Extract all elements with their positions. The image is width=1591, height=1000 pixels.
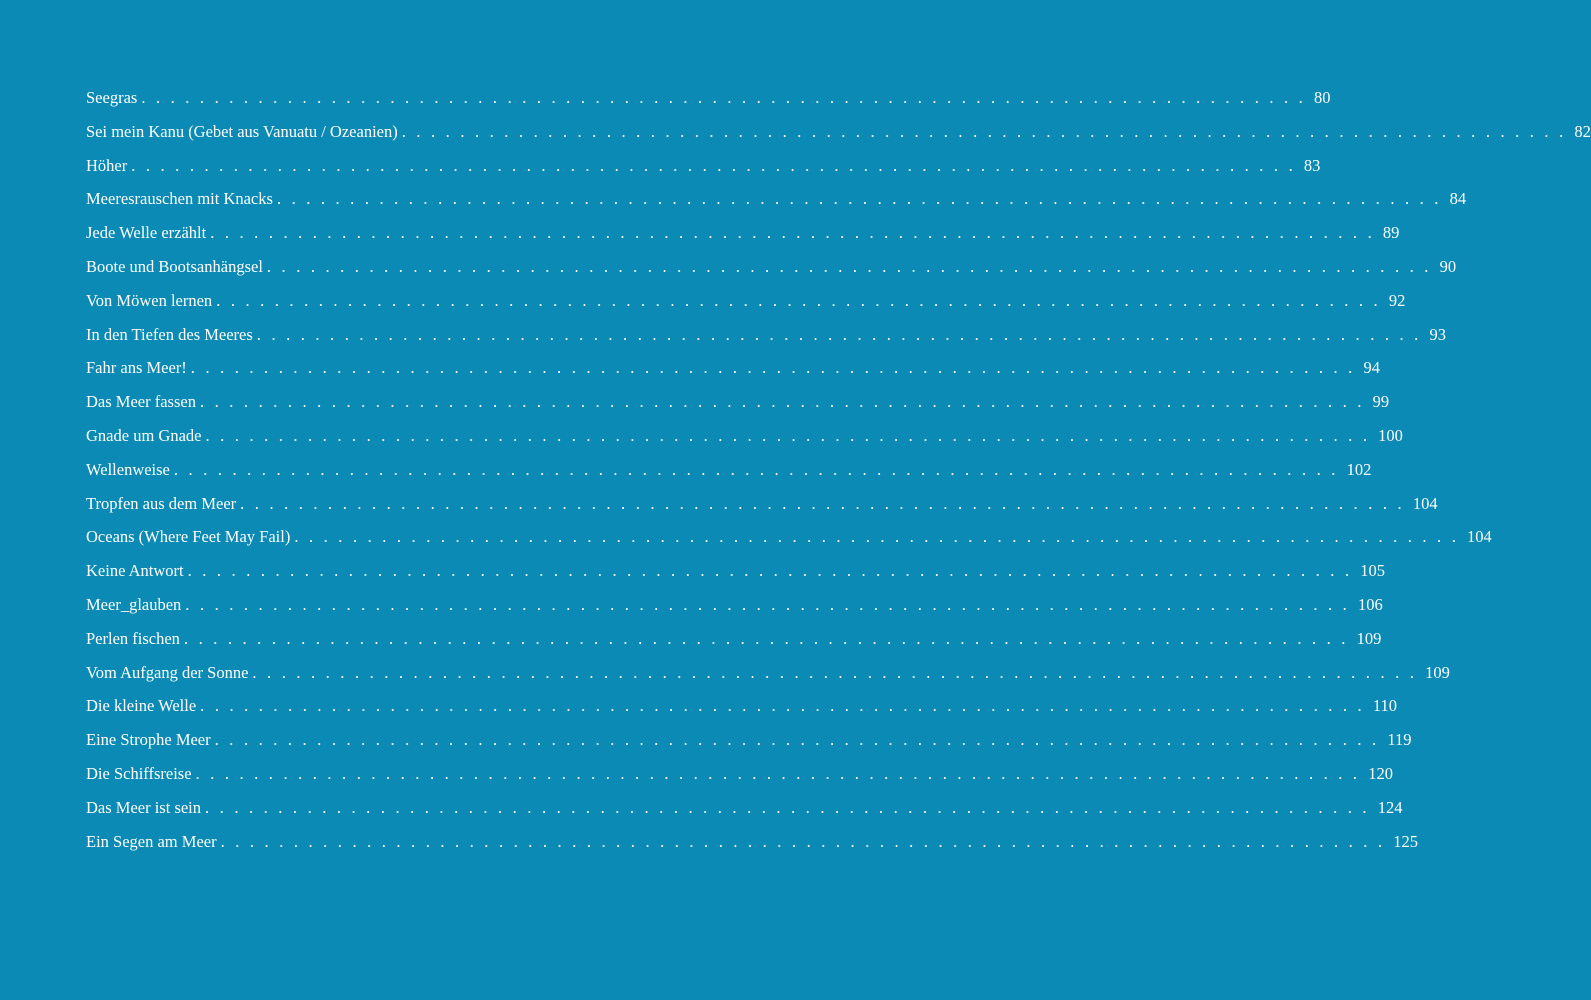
toc-entry: [86, 284, 1406, 318]
toc-entry-page-number: 92: [1388, 290, 1406, 310]
toc-entry: [86, 656, 1450, 690]
toc-entry-title: Oceans (Where Feet May Fail): [86, 527, 291, 547]
toc-entry-page-number: 94: [1363, 358, 1380, 378]
toc-entry-title: Keine Antwort: [86, 561, 184, 581]
dot-leader: . . . . . . . . . . . . . . . . . . . . . . . . . . . . . . . . . . . . . . . . . . . . . . . . . . . . . . . . . . . . . . . . . . . . . . . . . . . . . . . .: [266, 256, 1432, 276]
toc-entry: [86, 453, 1372, 487]
dot-leader: . . . . . . . . . . . . . . . . . . . . . . . . . . . . . . . . . . . . . . . . . . . . . . . . . . . . . . . . . . . . . . . . . . . . . . . . . . . . . . . .: [141, 88, 1307, 107]
toc-entry: [86, 351, 1380, 385]
dot-leader: . . . . . . . . . . . . . . . . . . . . . . . . . . . . . . . . . . . . . . . . . . . . . . . . . . . . . . . . . . . . . . . . . . . . . . . . . . . . . . . .: [216, 290, 1381, 310]
toc-entry: [86, 757, 1393, 791]
toc-entry: [86, 216, 1400, 250]
toc-entry-page-number: 100: [1378, 425, 1403, 445]
toc-entry: [86, 554, 1386, 588]
toc-entry-page-number: 83: [1303, 155, 1321, 175]
toc-entry-page-number: 109: [1425, 662, 1450, 682]
toc-entry-page-number: 106: [1357, 594, 1383, 614]
dot-leader: . . . . . . . . . . . . . . . . . . . . . . . . . . . . . . . . . . . . . . . . . . . . . . . . . . . . . . . . . . . . . . . . . . . . . . . . . . . . . . . .: [200, 696, 1365, 716]
toc-entry-page-number: 120: [1368, 763, 1393, 783]
dot-leader: . . . . . . . . . . . . . . . . . . . . . . . . . . . . . . . . . . . . . . . . . . . . . . . . . . . . . . . . . . . . . . . . . . . . . . . . . . . . . . . .: [187, 561, 1353, 581]
toc-entry-title: Tropfen aus dem Meer: [86, 493, 237, 513]
toc-entry-title: Ein Segen am Meer: [86, 831, 217, 851]
dot-leader: . . . . . . . . . . . . . . . . . . . . . . . . . . . . . . . . . . . . . . . . . . . . . . . . . . . . . . . . . . . . . . . . . . . . . . . . . . . . . . . .: [256, 324, 1422, 344]
toc-entry: [86, 487, 1438, 521]
dot-leader: . . . . . . . . . . . . . . . . . . . . . . . . . . . . . . . . . . . . . . . . . . . . . . . . . . . . . . . . . . . . . . . . . . . . . . . . . . . . . . . .: [252, 662, 1418, 682]
toc-entry: [86, 520, 1492, 554]
toc-entry: [86, 588, 1383, 622]
toc-entry-title: Perlen fischen: [86, 628, 180, 648]
toc-entry-title: Gnade um Gnade: [86, 425, 202, 445]
toc-entry: [86, 791, 1403, 825]
toc-entry-title: Das Meer ist sein: [86, 797, 202, 817]
toc-entry: [86, 149, 1321, 183]
toc-entry: [86, 723, 1412, 757]
toc-entry: [86, 182, 1467, 216]
toc-entry-page-number: 93: [1429, 324, 1446, 344]
toc-entry-title: Eine Strophe Meer: [86, 730, 211, 750]
toc-entry: [86, 250, 1457, 284]
dot-leader: . . . . . . . . . . . . . . . . . . . . . . . . . . . . . . . . . . . . . . . . . . . . . . . . . . . . . . . . . . . . . . . . . . . . . . . . . . . . . . . .: [173, 459, 1339, 479]
dot-leader: . . . . . . . . . . . . . . . . . . . . . . . . . . . . . . . . . . . . . . . . . . . . . . . . . . . . . . . . . . . . . . . . . . . . . . . . . . . . . . . .: [205, 797, 1370, 817]
toc-entry-title: Seegras: [86, 88, 138, 107]
toc-entry-title: Das Meer fassen: [86, 392, 196, 412]
toc-entry-title: Meer_glauben: [86, 594, 182, 614]
toc-entry-page-number: 124: [1377, 797, 1403, 817]
dot-leader: . . . . . . . . . . . . . . . . . . . . . . . . . . . . . . . . . . . . . . . . . . . . . . . . . . . . . . . . . . . . . . . . . . . . . . . . . . . . . . . .: [294, 527, 1460, 547]
toc-entry-page-number: 104: [1467, 527, 1492, 547]
toc-entry-title: Sei mein Kanu (Gebet aus Vanuatu / Ozeanien): [86, 121, 398, 141]
toc-entry-page-number: 110: [1372, 696, 1397, 716]
toc-entry: [86, 689, 1397, 723]
toc-entry-title: Höher: [86, 155, 128, 175]
toc-entry-page-number: 90: [1439, 256, 1457, 276]
toc-entry-title: In den Tiefen des Meeres: [86, 324, 253, 344]
toc-entry-page-number: 125: [1393, 831, 1419, 851]
toc-entry-title: Jede Welle erzählt: [86, 223, 207, 243]
table-of-contents: [86, 81, 1591, 858]
dot-leader: . . . . . . . . . . . . . . . . . . . . . . . . . . . . . . . . . . . . . . . . . . . . . . . . . . . . . . . . . . . . . . . . . . . . . . . . . . . . . . . .: [401, 121, 1567, 141]
toc-entry: [86, 115, 1591, 149]
toc-entry-page-number: 119: [1387, 730, 1412, 750]
dot-leader: . . . . . . . . . . . . . . . . . . . . . . . . . . . . . . . . . . . . . . . . . . . . . . . . . . . . . . . . . . . . . . . . . . . . . . . . . . . . . . . .: [131, 155, 1296, 175]
toc-entry-title: Fahr ans Meer!: [86, 358, 187, 378]
toc-entry-title: Wellenweise: [86, 459, 170, 479]
toc-entry: [86, 385, 1390, 419]
toc-entry-page-number: 102: [1346, 459, 1372, 479]
dot-leader: . . . . . . . . . . . . . . . . . . . . . . . . . . . . . . . . . . . . . . . . . . . . . . . . . . . . . . . . . . . . . . . . . . . . . . . . . . . . . . . .: [276, 189, 1442, 209]
toc-entry: [86, 825, 1419, 859]
toc-entry-page-number: 109: [1356, 628, 1382, 648]
toc-entry: [86, 419, 1403, 453]
toc-entry-page-number: 84: [1449, 189, 1467, 209]
toc-entry-title: Die Schiffsreise: [86, 763, 192, 783]
dot-leader: . . . . . . . . . . . . . . . . . . . . . . . . . . . . . . . . . . . . . . . . . . . . . . . . . . . . . . . . . . . . . . . . . . . . . . . . . . . . . . . .: [183, 628, 1349, 648]
toc-entry-title: Von Möwen lernen: [86, 290, 213, 310]
dot-leader: . . . . . . . . . . . . . . . . . . . . . . . . . . . . . . . . . . . . . . . . . . . . . . . . . . . . . . . . . . . . . . . . . . . . . . . . . . . . . . . .: [214, 730, 1380, 750]
dot-leader: . . . . . . . . . . . . . . . . . . . . . . . . . . . . . . . . . . . . . . . . . . . . . . . . . . . . . . . . . . . . . . . . . . . . . . . . . . . . . . . .: [195, 763, 1361, 783]
dot-leader: . . . . . . . . . . . . . . . . . . . . . . . . . . . . . . . . . . . . . . . . . . . . . . . . . . . . . . . . . . . . . . . . . . . . . . . . . . . . . . . .: [205, 425, 1371, 445]
dot-leader: . . . . . . . . . . . . . . . . . . . . . . . . . . . . . . . . . . . . . . . . . . . . . . . . . . . . . . . . . . . . . . . . . . . . . . . . . . . . . . . .: [210, 223, 1375, 243]
toc-entry-page-number: 104: [1412, 493, 1438, 513]
dot-leader: . . . . . . . . . . . . . . . . . . . . . . . . . . . . . . . . . . . . . . . . . . . . . . . . . . . . . . . . . . . . . . . . . . . . . . . . . . . . . . . .: [185, 594, 1350, 614]
toc-entry-page-number: 82: [1574, 121, 1591, 141]
toc-entry-title: Vom Aufgang der Sonne: [86, 662, 249, 682]
dot-leader: . . . . . . . . . . . . . . . . . . . . . . . . . . . . . . . . . . . . . . . . . . . . . . . . . . . . . . . . . . . . . . . . . . . . . . . . . . . . . . . .: [199, 392, 1365, 412]
toc-entry-page-number: 89: [1382, 223, 1400, 243]
toc-entry-title: Die kleine Welle: [86, 696, 197, 716]
toc-entry: [86, 318, 1446, 352]
toc-entry-page-number: 99: [1372, 392, 1390, 412]
toc-entry-page-number: 80: [1314, 88, 1331, 107]
toc-entry-title: Meeresrauschen mit Knacks: [86, 189, 273, 209]
toc-entry-title: Boote und Bootsanhängsel: [86, 256, 263, 276]
dot-leader: . . . . . . . . . . . . . . . . . . . . . . . . . . . . . . . . . . . . . . . . . . . . . . . . . . . . . . . . . . . . . . . . . . . . . . . . . . . . . . . .: [220, 831, 1386, 851]
toc-entry: [86, 622, 1382, 656]
toc-entry: [86, 81, 1331, 115]
dot-leader: . . . . . . . . . . . . . . . . . . . . . . . . . . . . . . . . . . . . . . . . . . . . . . . . . . . . . . . . . . . . . . . . . . . . . . . . . . . . . . . .: [240, 493, 1405, 513]
toc-entry-page-number: 105: [1360, 561, 1386, 581]
dot-leader: . . . . . . . . . . . . . . . . . . . . . . . . . . . . . . . . . . . . . . . . . . . . . . . . . . . . . . . . . . . . . . . . . . . . . . . . . . . . . . . .: [190, 358, 1356, 378]
